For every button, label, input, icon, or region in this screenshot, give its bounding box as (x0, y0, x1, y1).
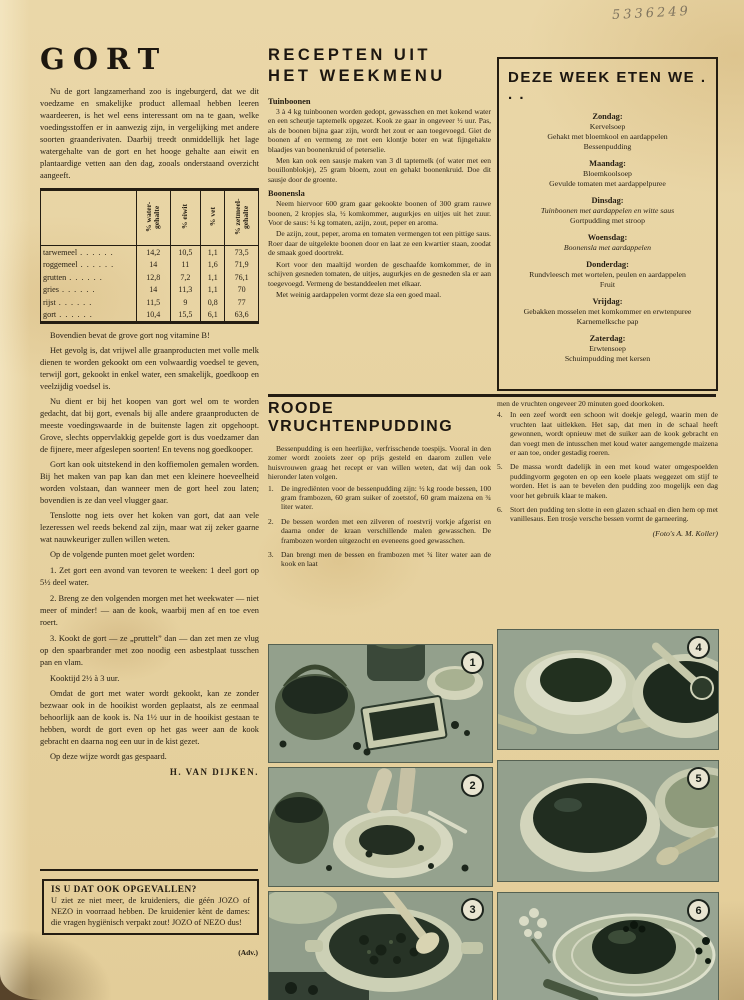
step-text: Dan brengt men de bessen en frambozen met ¾ liter water aan de kook en laat (281, 550, 491, 569)
table-row: gries . . . 14 11,3 1,1 70 (41, 284, 259, 297)
adv-label: (Adv.) (238, 948, 258, 957)
photo-step-3-cooking-berries (268, 891, 493, 1000)
photo-number-badge: 5 (687, 767, 710, 790)
photo-illustration (498, 761, 718, 881)
recipe-paragraph: De azijn, zout, peper, aroma en tomaten vermengen tot een pittige saus. Roer daar de uitgelekte boonen door en laat ze een kwartier staan, zoodat de smaak goed doortrekt. (268, 229, 491, 258)
photo-number-badge: 3 (461, 898, 484, 921)
menu-item: Gortpudding met stroop (570, 216, 645, 225)
author-byline: H. VAN DIJKEN. (169, 767, 259, 777)
photo-illustration (269, 892, 492, 1000)
step-text: In een zeef wordt een schoon wit doekje gelegd, waarin men de vruchten laat uitlekken. Het sap, dat men in de schaal heeft gewonnen, wordt opnieuw met de suiker aan de kook gebracht en dan voegt men de intusschen met koud water aangemengde maizena er aan toe, onder gestadig roeren. (510, 410, 718, 458)
step-number: 3. (268, 550, 274, 560)
gort-paragraph: Op deze wijze wordt gas gespaard. (50, 752, 167, 761)
pudding-step (268, 517, 491, 545)
ad-title: IS U DAT OOK OPGEVALLEN? (51, 885, 197, 895)
photo-illustration (269, 645, 492, 762)
gort-article-column (40, 42, 259, 866)
table-row: tarwemeel . . . 14,2 10,5 1,1 73,5 (41, 246, 259, 259)
gort-paragraph: Nu dient er bij het koopen van gort wel om te worden gedacht, dat bij gort, evenals bij alle andere graanproducten de meeste voedingswaarde in de buitenste lagen zit opgehoopt. Grove, slechts oppervlakkig gepelde gort is dus voedzamer dan de fijnere, meer afgeslepen soorten! En tevens nog goedkooper. (40, 397, 259, 454)
step-text: De massa wordt dadelijk in een met koud water omgespoelden puddingvorm gegoten en op een koele plaats weggezet om stijf te worden. Het is aan te bevelen den pudding zoo mogelijk een dag voor het gebruik klaar te maken. (510, 462, 718, 500)
table-row: roggemeel . . . 14 11 1,6 71,9 (41, 259, 259, 272)
photo-illustration (498, 893, 718, 1000)
menu-day-woensdag: Woensdag: (587, 233, 628, 242)
table-row: rijst . . . 11,5 9 0,8 77 (41, 296, 259, 309)
step-number: 1. (268, 483, 274, 493)
weekmenu-recipes-column (268, 45, 491, 393)
menu-day-maandag: Maandag: (589, 159, 626, 168)
menu-day-donderdag: Donderdag: (586, 260, 629, 269)
week-menu-box (497, 57, 718, 391)
col-header-eiwit: % eiwit (170, 190, 201, 246)
nutrition-table-header-row (41, 190, 259, 246)
menu-item: Schuimpudding met kersen (564, 354, 651, 363)
photo-step-1-ingredients (268, 644, 493, 763)
step-text: Stort den pudding ten slotte in een glazen schaal en dien hem op met vanillesaus. Een trosje versche bessen vormt de garneering. (510, 505, 718, 524)
gort-paragraph: Gort kan ook uitstekend in den koffiemolen gemalen worden. Bij het maken van pap kan dan met een kleinere hoeveelheid worden volstaan, dan wanneer men de gort heel zou laten; bovendien is ze dan veel vlugger gaar. (40, 460, 259, 505)
gort-point: 3. Kookt de gort — ze „pruttelt” dan — dan zet men ze vlug op den spaarbrander met zoo noodig een asbestplaat tusschen pan en vlam. (40, 634, 259, 667)
gort-paragraph: Kooktijd 2½ à 3 uur. (50, 674, 120, 683)
gort-paragraph: Tenslotte nog iets over het koken van gort, dat aan vele lezeressen wel reeds bekend zal zijn, maar wat zij zeker gaarne wat nauwkeuriger zullen willen weten. (40, 511, 259, 544)
step-number: 4. (497, 410, 503, 420)
gort-intro-paragraph: Nu de gort langzamerhand zoo is ingeburgerd, dat we dit voedzame en smakelijke product allemaal hebben leeren waardeeren, is het wel eens interessant om na te gaan, welke voedingsstoffen er in aanwezig zijn, in vergelijking met andere soorten graanderivaten. Daarbij treedt onmiddellijk het lage watergehalte van de gort en het hooge gehalte aan eiwit en plantaardige vetten aan den dag, zooals onderstaand overzicht aangeeft. (40, 87, 259, 180)
menu-item: Gebakken mosselen met komkommer en erwtenpuree (523, 307, 692, 316)
gort-point: 2. Breng ze den volgenden morgen met het weekwater — niet meer of minder! — aan de kook, waarbij men af en toe even roert. (40, 594, 259, 627)
pudding-step (497, 462, 718, 500)
photo-step-2-stripping-berries (268, 767, 493, 887)
pudding-step (497, 505, 718, 524)
menu-item: Gevulde tomaten met aardappelpuree (549, 179, 666, 188)
gort-paragraph: Op de volgende punten moet gelet worden: (50, 550, 195, 559)
col-header-vet: % vet (201, 190, 225, 246)
gort-paragraph: Het gevolg is, dat vrijwel alle graanproducten met volle melk dienen te worden gekookt om een volwaardig voedsel te geven, terwijl gort, gekookt in enkel water, een smakelijk, goedkoop en veelzijdig voedsel is. (40, 346, 259, 391)
photo-illustration (498, 630, 718, 749)
menu-item: Gehakt met bloemkool en aardappelen (547, 132, 668, 141)
menu-day-zaterdag: Zaterdag: (589, 334, 626, 343)
photo-step-4-straining-fruit (497, 629, 719, 750)
step-number: 6. (497, 505, 503, 515)
menu-item: Bloemkoolsoep (583, 169, 632, 178)
handwritten-archive-number: 5336249 (611, 3, 692, 24)
recipes-heading (268, 45, 491, 87)
recipes-heading-line2: HET WEEKMENU (268, 67, 446, 85)
gort-paragraph: Bovendien bevat de grove gort nog vitamine B! (50, 331, 210, 340)
recipe-paragraph: Met weinig aardappelen vormt deze sla een goed maal. (276, 289, 442, 299)
photo-number-badge: 2 (461, 774, 484, 797)
nutrition-table (40, 188, 259, 324)
photo-illustration (269, 768, 492, 886)
pudding-section-rule (268, 394, 716, 397)
recipes-heading-line1: RECEPTEN UIT (268, 46, 432, 64)
empty-header-cell (41, 190, 137, 246)
recipe-paragraph: Neem hiervoor 600 gram gaar gekookte boonen of 300 gram rauwe boonen, 2 kropjes sla, ½ komkommer, augurkjes en uitjes uit het zuur. Voor de saus: ¼ kg tomaten, azijn, zout, peper en aroma. (268, 199, 491, 228)
recipe-paragraph: Men kan ook een sausje maken van 3 dl taptemelk (of water met een bouillonblokje), 25 gram bloem, zout en gehakt boonenkruid. Doe dit sausje door de groente. (268, 156, 491, 184)
ad-body: U ziet ze niet meer, de kruideniers, die géén JOZO of NEZO in voorraad hebben. De kruidenier kènt de dames: die vragen hygiënisch verpakt zout! JOZO of NEZO dus! (51, 896, 250, 927)
menu-item: Boonensla met aardappelen (563, 243, 652, 252)
step-number: 5. (497, 462, 503, 472)
menu-day-dinsdag: Dinsdag: (591, 196, 624, 205)
step-text: De ingrediënten voor de bessenpudding zijn: ½ kg roode bessen, 100 gram frambozen, 60 gram suiker of zoetstof, 60 gram maizena en ¾ liter water. (281, 483, 491, 512)
photo-number-badge: 1 (461, 651, 484, 674)
col-header-zetmeel: % zetmeel-gehalte (225, 190, 259, 246)
jozo-nezo-advertisement (42, 879, 259, 935)
menu-item: Karnemelksche pap (576, 317, 639, 326)
menu-item: Tuinboonen met aardappelen en witte saus (540, 206, 675, 215)
gort-point: 1. Zet gort een avond van tevoren te weeken: 1 deel gort op 5½ deel water. (40, 566, 259, 587)
recipe-title-boonensla: Boonensla (268, 189, 305, 199)
photo-number-badge: 4 (687, 636, 710, 659)
menu-day-vrijdag: Vrijdag: (592, 297, 623, 306)
menu-item: Kervelsoep (589, 122, 626, 131)
photo-step-5-pudding-in-mould (497, 760, 719, 882)
article-end-rule (40, 869, 258, 871)
photo-step-6-finished-pudding (497, 892, 719, 1000)
photo-credit: (Foto's A. M. Koller) (652, 528, 718, 538)
pudding-article-left-column (268, 400, 491, 640)
pudding-step (268, 484, 491, 512)
recipe-title-tuinboonen: Tuinboonen (268, 97, 311, 106)
pudding-intro: Bessenpudding is een heerlijke, verfrisschende toespijs. Vooral in den zomer wordt zooiets zeer op prijs gesteld en daarom zullen vele huisvrouwen graag het recept er van willen weten, dat wij dan ook hieronder laten volgen. (268, 444, 491, 482)
recipe-paragraph: 3 à 4 kg tuinboonen worden gedopt, gewasschen en met kokend water en een scheutje taptemelk opgezet. Kook ze gaar in ongeveer ½ uur. Pas, als de boonen bijna gaar zijn, wordt het zout er aan toegevoegd. Giet de boonen af en vermeng ze met een klontje boter en wat fijngehakte blaadjes van boonenkruid of peterselie. (268, 107, 491, 154)
menu-day-zondag: Zondag: (592, 112, 623, 121)
col-header-water: % water-gehalte (136, 190, 170, 246)
step-number: 2. (268, 516, 274, 526)
gort-article-title: GORT (40, 42, 168, 76)
pudding-continuation: men de vruchten ongeveer 20 minuten goed doorkoken. (497, 399, 665, 408)
menu-item: Bessenpudding (583, 142, 632, 151)
pudding-article-right-column (497, 399, 718, 627)
pudding-title: ROODE VRUCHTENPUDDING (268, 400, 454, 435)
menu-item: Rundvleesch met wortelen, peulen en aardappelen (529, 270, 686, 279)
table-row: gort . . . 10,4 15,5 6,1 63,6 (41, 309, 259, 323)
step-text: De bessen worden met een zilveren of roestvrij vorkje afgerist en daarna onder de kraan verschillende malen gewasschen. De frambozen worden uitgezocht en eveneens goed gewasschen. (281, 516, 491, 545)
table-row: grutten . . . 12,8 7,2 1,1 76,1 (41, 271, 259, 284)
menu-item: Fruit (599, 280, 616, 289)
week-menu-title: DEZE WEEK ETEN WE . . . (508, 69, 707, 103)
gort-paragraph: Omdat de gort met water wordt gekookt, kan ze zonder bezwaar ook in de hooikist worden geplaatst, als ze eenmaal behoorlijk aan de kook is. Na 1½ uur in de hooikist gestaan te hebben, wordt de gort even op het gas weer aan de kook gebracht en daarna nog een uur in de kist gezet. (40, 689, 259, 746)
photo-number-badge: 6 (687, 899, 710, 922)
recipe-paragraph: Kort voor den maaltijd worden de geschaafde komkommer, de in schijven gesneden tomaten, de uitjes, augurkjes en de gesneden sla er aan toegevoegd. Vermeng de bestanddeelen met elkaar. (268, 259, 491, 288)
pudding-step (497, 410, 718, 457)
pudding-step (268, 550, 491, 569)
menu-item: Erwtensoep (589, 344, 626, 353)
